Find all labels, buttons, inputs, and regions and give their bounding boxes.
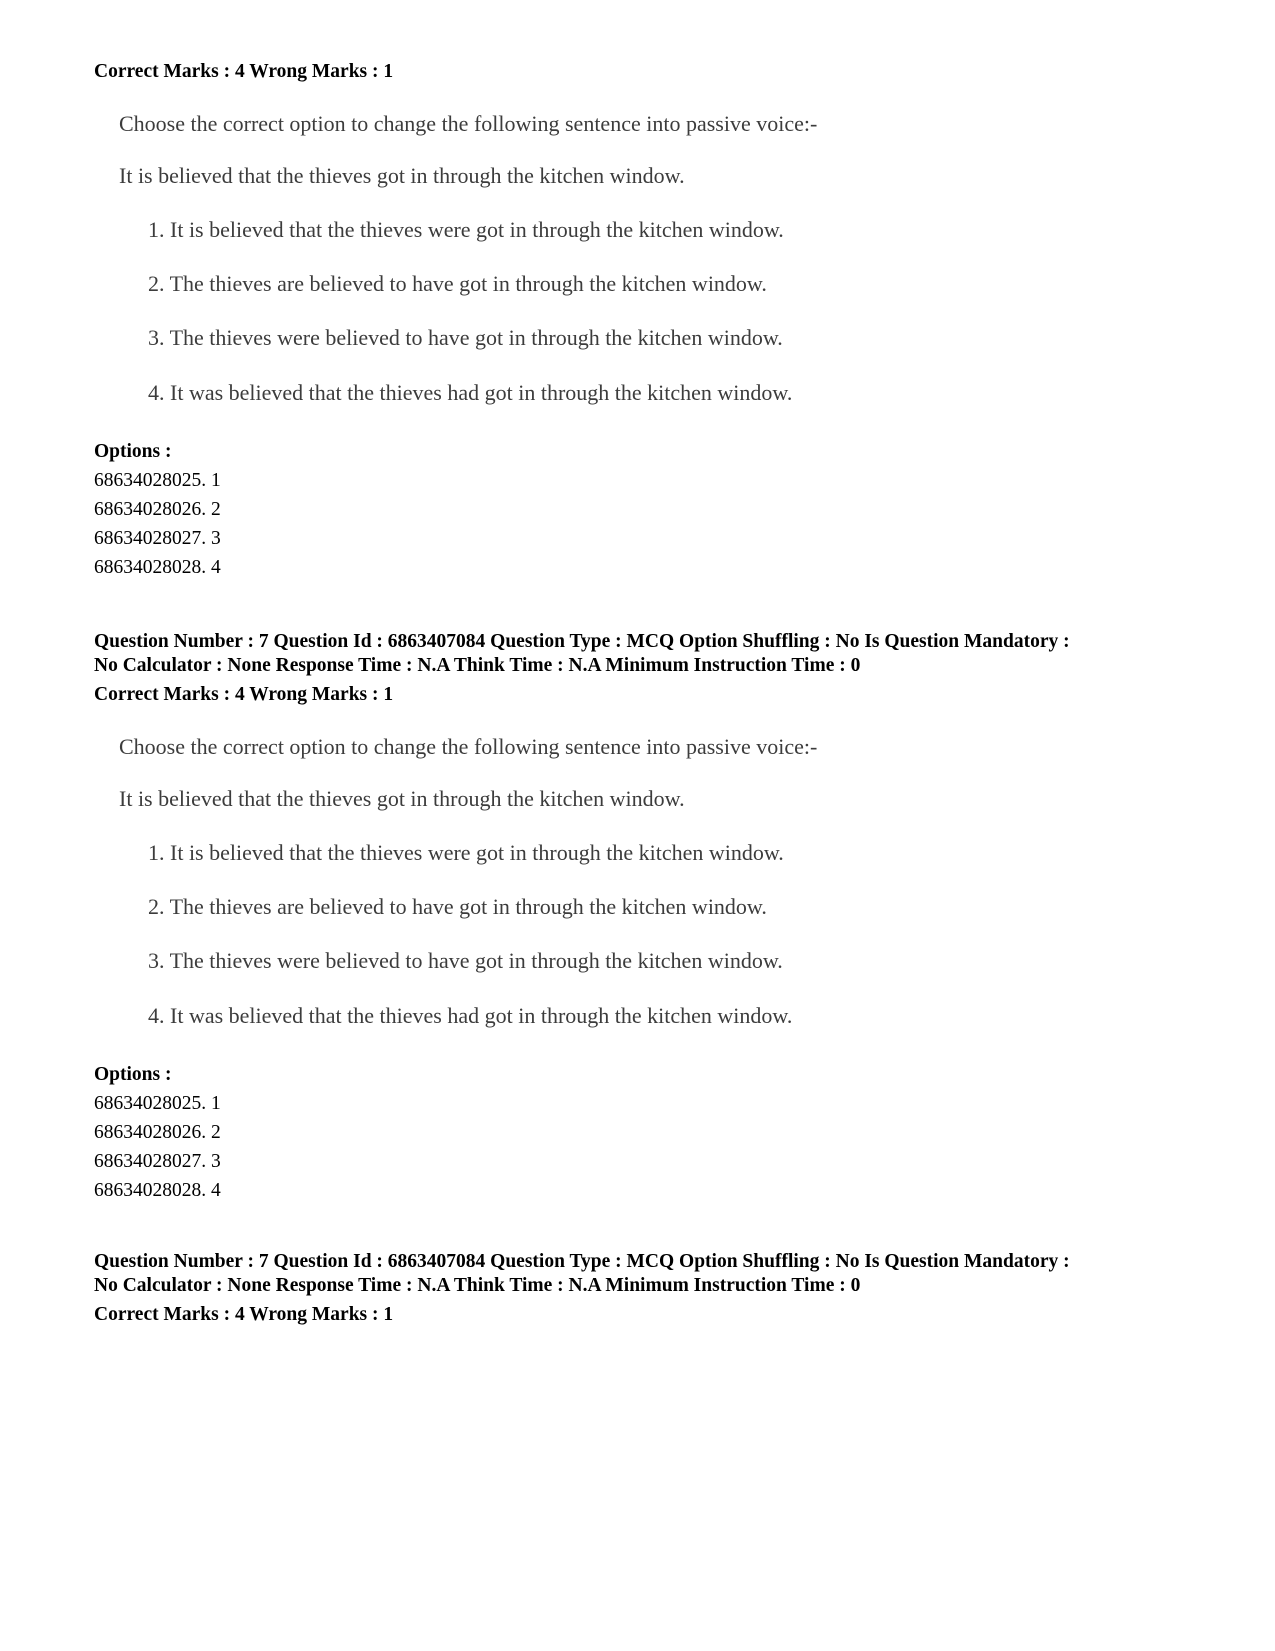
marks-line: Correct Marks : 4 Wrong Marks : 1 — [94, 684, 394, 705]
answer-choice: 4. It was believed that the thieves had got in through the kitchen window. — [148, 380, 793, 405]
question-sentence: It is believed that the thieves got in through the kitchen window. — [119, 786, 685, 811]
question-header-line-2: No Calculator : None Response Time : N.A Think Time : N.A Minimum Instruction Time : 0 — [94, 1275, 861, 1296]
answer-choice: 3. The thieves were believed to have got in through the kitchen window. — [148, 948, 783, 973]
marks-line: Correct Marks : 4 Wrong Marks : 1 — [94, 61, 394, 82]
option-item: 68634028025. 1 — [94, 470, 221, 491]
answer-choice: 2. The thieves are believed to have got in through the kitchen window. — [148, 271, 767, 296]
marks-line: Correct Marks : 4 Wrong Marks : 1 — [94, 1304, 394, 1325]
option-item: 68634028028. 4 — [94, 557, 221, 578]
option-item: 68634028028. 4 — [94, 1180, 221, 1201]
answer-choice: 3. The thieves were believed to have got in through the kitchen window. — [148, 325, 783, 350]
answer-choice: 1. It is believed that the thieves were got in through the kitchen window. — [148, 217, 784, 242]
question-prompt: Choose the correct option to change the following sentence into passive voice:- — [119, 734, 818, 759]
question-header-line-1: Question Number : 7 Question Id : 6863407084 Question Type : MCQ Option Shuffling : No Is Question Mandatory : — [94, 1251, 1070, 1272]
question-prompt: Choose the correct option to change the following sentence into passive voice:- — [119, 111, 818, 136]
options-label: Options : — [94, 1064, 172, 1085]
option-item: 68634028026. 2 — [94, 1122, 221, 1143]
options-label: Options : — [94, 441, 172, 462]
question-sentence: It is believed that the thieves got in through the kitchen window. — [119, 163, 685, 188]
option-item: 68634028026. 2 — [94, 499, 221, 520]
option-item: 68634028027. 3 — [94, 1151, 221, 1172]
option-item: 68634028027. 3 — [94, 528, 221, 549]
answer-choice: 4. It was believed that the thieves had got in through the kitchen window. — [148, 1003, 793, 1028]
option-item: 68634028025. 1 — [94, 1093, 221, 1114]
question-header-line-2: No Calculator : None Response Time : N.A Think Time : N.A Minimum Instruction Time : 0 — [94, 655, 861, 676]
question-header-line-1: Question Number : 7 Question Id : 6863407084 Question Type : MCQ Option Shuffling : No Is Question Mandatory : — [94, 631, 1070, 652]
answer-choice: 2. The thieves are believed to have got in through the kitchen window. — [148, 894, 767, 919]
answer-choice: 1. It is believed that the thieves were got in through the kitchen window. — [148, 840, 784, 865]
